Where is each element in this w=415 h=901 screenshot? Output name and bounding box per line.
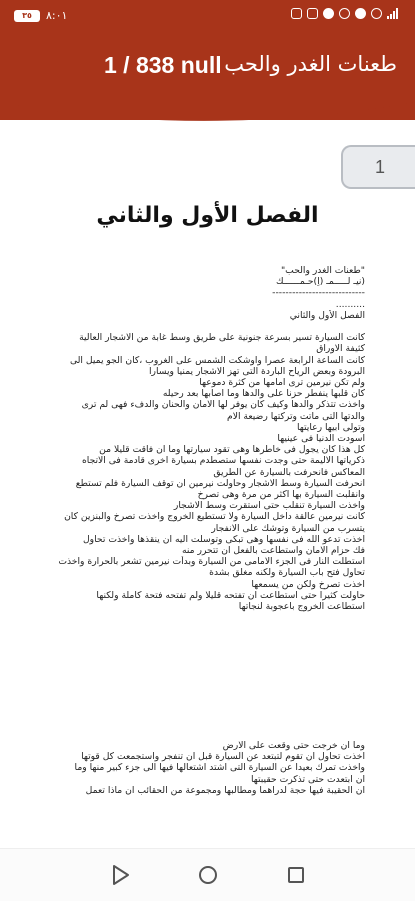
battery-icon: ٣٥	[14, 10, 40, 22]
document-line: استطلت النار فى الجزء الامامى من السيارة وبدأت نيرمين تشعر بالحرارة واخذت	[58, 556, 365, 568]
messenger-icon	[339, 8, 350, 19]
document-line: المعاكس فانحرفت بالسيارة عن الطريق	[213, 466, 365, 478]
document-line: اخذت تدعو الله فى نفسها وهى تبكى وتوسلت اليه ان ينقذها واخذت تحاول	[83, 533, 365, 545]
document-line: واخذت تمرك بعيدا عن السيارة التى اشتد اشتعالها فيها الى جزء كبير منها وما	[74, 762, 365, 774]
document-line: ذكرياتها الاليمة حتى وجدت نفسها ستصطدم بسيارة اخرى قادمة فى الاتجاه	[81, 455, 365, 467]
home-icon[interactable]	[196, 863, 220, 887]
status-bar	[0, 0, 415, 32]
navigation-bar	[0, 848, 415, 901]
document-line: "طعنات الغدر والحب"	[280, 265, 365, 276]
gallery-icon	[291, 8, 302, 19]
document-line: حاولت كثيرا حتى استطاعت ان تفتحه قليلا ولم تفتحه فتحة كاملة ولكنها	[96, 589, 365, 601]
signal-icon	[387, 8, 401, 19]
document-line: كانت السيارة تسير بسرعة جنونية على طريق وسط غابة من الاشجار العالية	[79, 332, 365, 344]
document-line: استطاعت الخروج باعجوبة لنجاتها	[238, 601, 365, 613]
document-line: كان قلبها ينفطر حزنا على والدها وما اصابها بعد رحيله	[162, 388, 365, 400]
status-left	[14, 9, 67, 22]
document-line: فك حزام الامان واستطاعت بالفعل ان تتحرر منه	[181, 545, 365, 557]
document-line: اخذت تصرخ ولكن من يسمعها	[251, 578, 365, 590]
page-indicator: 1 / 838 null	[104, 52, 222, 78]
document-line: واخذت السيارة تنقلب حتى استقرت وسط الاشجار	[173, 500, 365, 512]
document-line: انحرفت السيارة وسط الاشجار وحاولت نيرمين ان توقف السيارة فلم تستطع	[75, 477, 365, 489]
document-line: والدتها التى ماتت وتركتها رضيعة الام	[227, 410, 365, 422]
document-line: ..........	[335, 298, 365, 310]
header-wave	[0, 96, 415, 136]
document-line: تحاول فتح باب السيارة ولكنه مغلق بشدة	[209, 567, 365, 579]
title-row	[0, 48, 415, 88]
document-line: وانقلبت السيارة بها اكثر من مرة وهى تصرخ	[197, 489, 365, 501]
chat-icon	[371, 8, 382, 19]
document-line: ان الحقيبة فيها حجة لدراهما ومطالبها ومجموعة من الحقائب ان ماذا تعمل	[85, 784, 365, 796]
recents-icon[interactable]	[284, 863, 308, 887]
document-line: البرودة وبعض الرياح الباردة التى تهز الاشجار يمنيا ويسارا	[148, 365, 365, 377]
document-line: وما ان خرجت حتى وقعت على الارض	[222, 740, 365, 751]
document-line: يتسرب من السيارة وتوشك على الانفجار	[211, 522, 365, 534]
document-line: ولم تكن نيرمين ترى امامها من كثرة دموعها	[199, 377, 365, 389]
document-line: (نيـ لـــــمـ (اِ)حـمــــــك	[275, 276, 365, 288]
document-line: كانت الساعة الرابعة عصرا واوشكت الشمس على الغروب ،كان الجو يميل الى	[69, 354, 365, 366]
document-line: كانت نيرمين عالقة داخل السيارة ولا تستطيع الخروج واخذت تصرخ والبنزين كان	[64, 511, 365, 523]
document-line: اسودت الدنيا فى عينيها	[277, 433, 365, 445]
document-bottom-block	[40, 740, 365, 796]
document-line: ان ابتعدت حتى تذكرت حقيبتها	[250, 773, 365, 785]
facebook-icon	[355, 8, 366, 19]
document-line: اخذت تحاول ان تقوم لتبتعد عن السيارة قبل ان تنفجر واستجمعت كل قوتها	[81, 751, 365, 763]
document-line: كثيفة الاوراق	[316, 343, 365, 355]
document-top-block	[40, 265, 365, 612]
page-number-tab[interactable]: 1	[341, 145, 415, 189]
app-title: طعنات الغدر والحب	[224, 52, 397, 76]
chapter-heading: الفصل الأول والثاني	[96, 203, 319, 228]
instagram-icon	[307, 8, 318, 19]
back-icon[interactable]	[108, 863, 132, 887]
document-line	[40, 321, 365, 332]
status-icons	[291, 8, 401, 19]
clock: ٨:٠١	[46, 9, 68, 22]
document-line: واخذت تتذكر والدها وكيف كان يوفر لها الامان والحنان والدفء فهى لم ترى	[81, 399, 365, 411]
document-line: وتولى ابيها رعايتها	[296, 421, 365, 433]
document-line: الفصل الأول والثاني	[289, 309, 365, 321]
document-line: كل هذا كان يجول فى خاطرها وهى تقود سيارتها وما ان فاقت قليلا من	[99, 444, 365, 456]
document-line: ----------------------------	[272, 287, 365, 299]
whatsapp-icon	[323, 8, 334, 19]
